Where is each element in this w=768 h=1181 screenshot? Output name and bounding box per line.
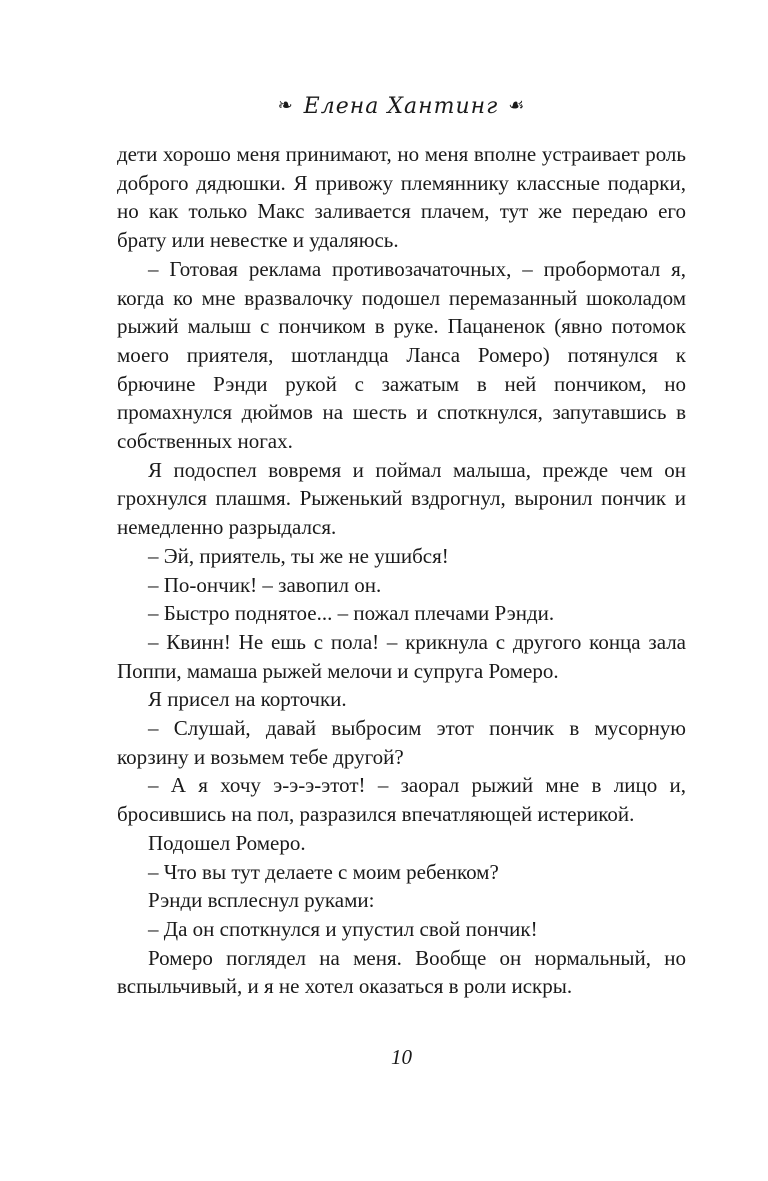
paragraph: Рэнди всплеснул руками: — [148, 888, 375, 913]
paragraph: Я подоспел вовремя и поймал малыша, прежде чем он грохнулся плашмя. Рыженький вздрогнул, выронил пончик и немедленно разрыдался. — [117, 457, 686, 540]
paragraph: – А я хочу э-э-э-этот! – заорал рыжий мне в лицо и, бросившись на пол, разразился впечатляющей истерикой. — [117, 773, 686, 827]
author-name: Елена Хантинг — [303, 94, 499, 119]
paragraph: – По-ончик! – завопил он. — [148, 572, 382, 597]
right-ornament-icon: ☙ — [508, 95, 526, 116]
paragraph: – Слушай, давай выбросим этот пончик в мусорную корзину и возьмем тебе другой? — [117, 716, 686, 769]
paragraph: – Быстро поднятое... – пожал плечами Рэнди. — [148, 601, 555, 626]
paragraph: дети хорошо меня принимают, но меня вполне устраивает роль доброго дядюшки. Я привожу племяннику классные подарки, но как только Макс заливается плачем, тут же передаю его брату или невестке и удаляюсь. — [117, 142, 686, 253]
paragraph: – Готовая реклама противозачаточных, – пробормотал я, когда ко мне вразвалочку подошел перемазанный шоколадом рыжий малыш с пончиком в руке. Пацаненок (явно потомок моего приятеля, шотландца Ланса Ромеро) потянулся к брючине Рэнди рукой с зажатым в ней пончиком, но промахнулся дюймов на шесть и споткнулся, запутавшись в собственных ногах. — [117, 256, 686, 454]
paragraph: – Квинн! Не ешь с пола! – крикнула с другого конца зала Поппи, мамаша рыжей мелочи и супруга Ромеро. — [117, 629, 686, 683]
paragraph: Я присел на корточки. — [148, 687, 347, 712]
paragraph: – Да он споткнулся и упустил свой пончик! — [148, 916, 538, 941]
page-number: 10 — [391, 1045, 412, 1069]
running-header — [117, 92, 686, 121]
paragraph: Ромеро поглядел на меня. Вообще он нормальный, но вспыльчивый, и я не хотел оказаться в роли искры. — [117, 945, 686, 999]
page-body — [117, 140, 686, 1001]
paragraph: Подошел Ромеро. — [148, 830, 306, 855]
paragraph: – Эй, приятель, ты же не ушибся! — [148, 543, 449, 568]
book-page — [117, 0, 686, 1181]
paragraph: – Что вы тут делаете с моим ребенком? — [148, 859, 499, 884]
left-ornament-icon: ❧ — [277, 95, 294, 116]
